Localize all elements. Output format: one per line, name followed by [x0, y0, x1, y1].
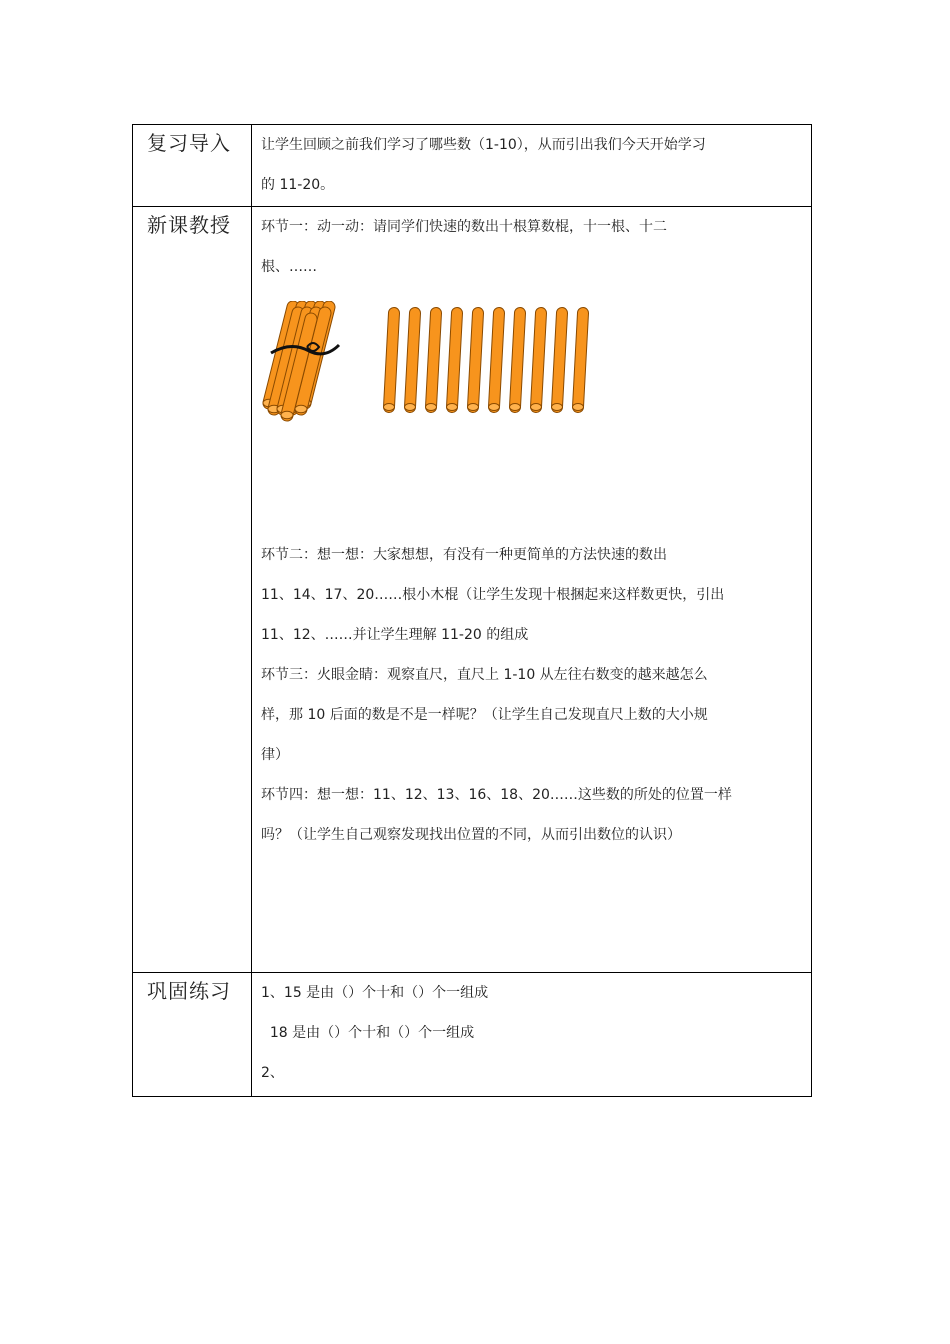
practice-line: 18 是由（）个十和（）个一组成	[261, 1025, 475, 1041]
review-label: 复习导入	[147, 131, 231, 155]
practice-line: 2、	[261, 1065, 284, 1081]
practice-content-cell	[252, 973, 812, 1097]
review-label-cell	[133, 125, 252, 207]
review-row	[133, 125, 812, 207]
counting-sticks-illustration	[261, 287, 803, 455]
loose-stick	[473, 313, 478, 407]
practice-label: 巩固练习	[147, 979, 231, 1003]
loose-stick	[515, 313, 520, 407]
review-line: 让学生回顾之前我们学习了哪些数（1-10），从而引出我们今天开始学习	[261, 137, 706, 153]
practice-line: 1、15 是由（）个十和（）个一组成	[261, 985, 489, 1001]
practice-label-cell	[133, 973, 252, 1097]
new-lesson-row	[133, 207, 812, 973]
new-lesson-content-cell	[252, 207, 812, 973]
loose-stick	[557, 313, 562, 407]
step2-line: 11、14、17、20……根小木棍（让学生发现十根捆起来这样数更快，引出	[261, 587, 725, 603]
practice-row	[133, 973, 812, 1097]
step3-line: 环节三：火眼金睛：观察直尺，直尺上 1-10 从左往右数变的越来越怎么	[261, 667, 708, 683]
step2-line: 11、12、……并让学生理解 11-20 的组成	[261, 627, 529, 643]
loose-stick	[578, 313, 583, 407]
counting-sticks-image	[261, 301, 621, 441]
loose-stick	[536, 313, 541, 407]
step3-line: 律）	[261, 747, 289, 763]
review-content-cell	[252, 125, 812, 207]
loose-stick	[452, 313, 457, 407]
loose-stick	[389, 313, 394, 407]
new-lesson-label: 新课教授	[147, 213, 231, 237]
lesson-plan-table	[132, 124, 812, 1097]
step4-line: 吗？（让学生自己观察发现找出位置的不同，从而引出数位的认识）	[261, 827, 681, 843]
loose-stick	[431, 313, 436, 407]
loose-stick	[494, 313, 499, 407]
loose-stick	[410, 313, 415, 407]
step3-line: 样，那 10 后面的数是不是一样呢？（让学生自己发现直尺上数的大小规	[261, 707, 708, 723]
step1-line: 根、……	[261, 259, 317, 275]
step1-line: 环节一：动一动：请同学们快速的数出十根算数棍，十一根、十二	[261, 219, 667, 235]
new-lesson-label-cell	[133, 207, 252, 973]
step4-line: 环节四：想一想：11、12、13、16、18、20……这些数的所处的位置一样	[261, 787, 732, 803]
step2-line: 环节二：想一想：大家想想，有没有一种更简单的方法快速的数出	[261, 547, 667, 563]
review-line: 的 11-20。	[261, 177, 335, 193]
